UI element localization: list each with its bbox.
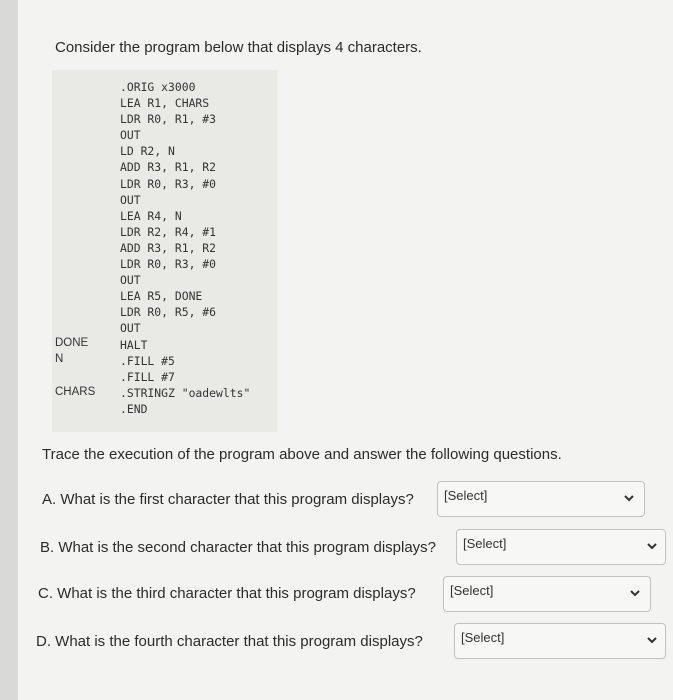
code-line: OUT xyxy=(120,192,141,207)
code-line: .FILL #5 xyxy=(120,353,175,368)
chevron-down-icon xyxy=(645,633,659,647)
code-line: LDR R2, R4, #1 xyxy=(120,224,217,239)
code-line: LDR R0, R5, #6 xyxy=(120,305,217,320)
code-line: .ORIG x3000 xyxy=(120,80,196,94)
question-b-select[interactable] xyxy=(456,529,666,565)
code-line: LDR R0, R3, #0 xyxy=(120,257,217,272)
code-line: .END xyxy=(120,401,148,416)
question-d-text: D. What is the fourth character that this program displays? xyxy=(36,633,423,650)
select-value: [Select] xyxy=(450,583,494,598)
code-line: LD R2, N xyxy=(120,144,175,159)
assembly-code xyxy=(120,79,250,417)
question-a-select[interactable] xyxy=(437,481,645,517)
select-value: [Select] xyxy=(463,536,507,551)
code-line: LDR R0, R3, #0 xyxy=(120,176,217,191)
select-value: [Select] xyxy=(444,488,488,503)
question-d-select[interactable] xyxy=(454,623,666,659)
trace-prompt: Trace the execution of the program above and answer the following questions. xyxy=(42,446,562,463)
question-c-select[interactable] xyxy=(443,576,651,612)
question-c-text: C. What is the third character that this program displays? xyxy=(38,585,416,602)
label-done: DONE xyxy=(55,337,89,349)
chevron-down-icon xyxy=(628,586,642,600)
label-n: N xyxy=(55,353,64,365)
question-a-text: A. What is the first character that this program displays? xyxy=(42,491,414,508)
code-line: OUT xyxy=(120,321,141,336)
question-b-text: B. What is the second character that this program displays? xyxy=(40,539,437,556)
code-line: .FILL #7 xyxy=(120,369,175,384)
chevron-down-icon xyxy=(622,491,636,505)
intro-text: Consider the program below that displays 4 characters. xyxy=(55,39,422,56)
code-line: LEA R1, CHARS xyxy=(120,96,210,111)
code-line: ADD R3, R1, R2 xyxy=(120,240,217,255)
code-line: OUT xyxy=(120,273,141,288)
code-line: LEA R4, N xyxy=(120,208,182,223)
code-line: .STRINGZ "oadewlts" xyxy=(120,385,251,400)
code-line: OUT xyxy=(120,128,141,143)
select-value: [Select] xyxy=(461,630,505,645)
chevron-down-icon xyxy=(645,539,659,553)
code-line: ADD R3, R1, R2 xyxy=(120,160,217,175)
label-chars: CHARS xyxy=(55,386,96,398)
code-line: HALT xyxy=(120,337,148,352)
code-line: LEA R5, DONE xyxy=(120,289,203,304)
code-line: LDR R0, R1, #3 xyxy=(120,112,217,127)
